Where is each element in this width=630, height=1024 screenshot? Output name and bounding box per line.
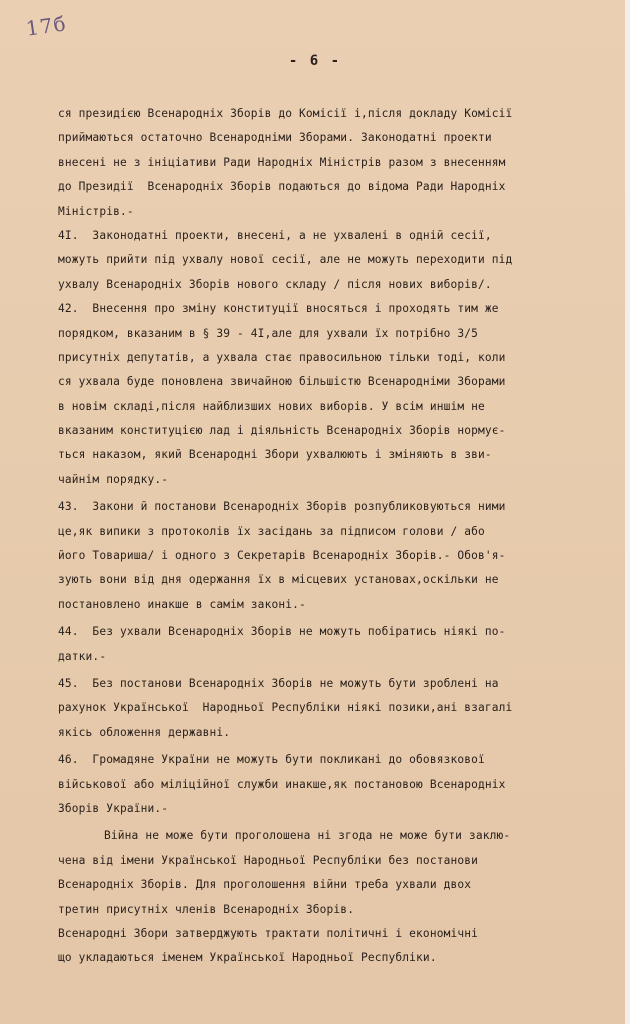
text-line: це,як випики з протоколів їх засідань за підписом голови / або <box>58 524 485 538</box>
text-line: Зборів України.- <box>58 801 169 815</box>
text-line: внесені не з ініціативи Ради Народніх Міністрів разом з внесенням <box>58 155 506 169</box>
text-line: ухвалу Всенародніх Зборів нового складу / після нових виборів/. <box>58 277 492 291</box>
text-line: 46. Громадяне України не можуть бути покликані до обовязкової <box>58 753 485 767</box>
text-line: Всенародні Збори затверджують трактати політичні і економічні <box>58 926 479 940</box>
text-line: 42. Внесення про зміну конституції вносяться і проходять тим же <box>58 302 499 316</box>
text-line: в новім складі,після найблизших нових виборів. У всім иншім не <box>58 399 485 413</box>
text-line: ться наказом, який Всенародні Збори ухвалюють і зміняють в зви- <box>58 448 492 462</box>
document-body <box>58 102 630 971</box>
archive-mark: 17б <box>24 11 68 41</box>
text-line: Війна не може бути проголошена ні згода не може бути заклю- <box>104 829 511 843</box>
text-line: порядком, вказаним в § 39 - 4I,але для ухвали їх потрібно 3/5 <box>58 326 479 340</box>
text-line: ся президією Всенародніх Зборів до Комісії і,після докладу Комісії <box>58 107 513 120</box>
text-line: якісь обложення державні. <box>58 725 231 739</box>
text-line: можуть прийти під ухвалу нової сесії, але не можуть переходити під <box>58 253 513 267</box>
text-line: 4I. Законодатні проекти, внесені, а не ухвалені в одній сесії, <box>58 228 492 242</box>
text-line: вказаним конституцією лад і діяльність Всенародніх Зборів нормує- <box>58 424 506 438</box>
text-line: рахунок Української Народньої Республіки ніякі позики,ані взагалі <box>58 701 513 715</box>
text-line: датки.- <box>58 649 107 663</box>
text-line: присутніх депутатів, а ухвала стає правосильною тільки тоді, коли <box>58 350 506 364</box>
text-line: приймаються остаточно Всенародніми Зборами. Законодатні проекти <box>58 131 492 145</box>
text-line: військової або міліційної служби инакше,як постановою Всенародніх <box>58 777 506 791</box>
text-line: зують вони від дня одержання їх в місцевих установах,оскільки не <box>58 573 499 587</box>
text-line: постановлено инакше в самім законі.- <box>58 597 306 611</box>
text-line: його Товариша/ і одного з Секретарів Всенародніх Зборів.- Обов'я- <box>58 549 506 563</box>
text-line: 43. Закони й постанови Всенародніх Зборів розпубликовуються ними <box>58 500 506 514</box>
text-line: Всенародніх Зборів. Для проголошення війни треба ухвали двох <box>58 878 472 892</box>
text-line: до Президії Всенародніх Зборів подаються до відома Ради Народніх <box>58 180 506 194</box>
text-line: 45. Без постанови Всенародніх Зборів не можуть бути зроблені на <box>58 676 499 690</box>
page-number: - 6 - <box>288 53 342 69</box>
text-line: Міністрів.- <box>58 204 134 218</box>
text-line: третин присутніх членів Всенародніх Зборів. <box>58 902 355 916</box>
text-line: що укладаються іменем Української Народньої Республіки. <box>58 951 437 965</box>
text-line: чена від імени Української Народньої Республіки без постанови <box>58 853 479 867</box>
text-line: 44. Без ухвали Всенародніх Зборів не можуть побіратись ніякі по- <box>58 625 506 639</box>
text-line: чайнім порядку.- <box>58 472 169 486</box>
text-line: ся ухвала буде поновлена звичайною більшістю Всенародніми Зборами <box>58 375 506 389</box>
